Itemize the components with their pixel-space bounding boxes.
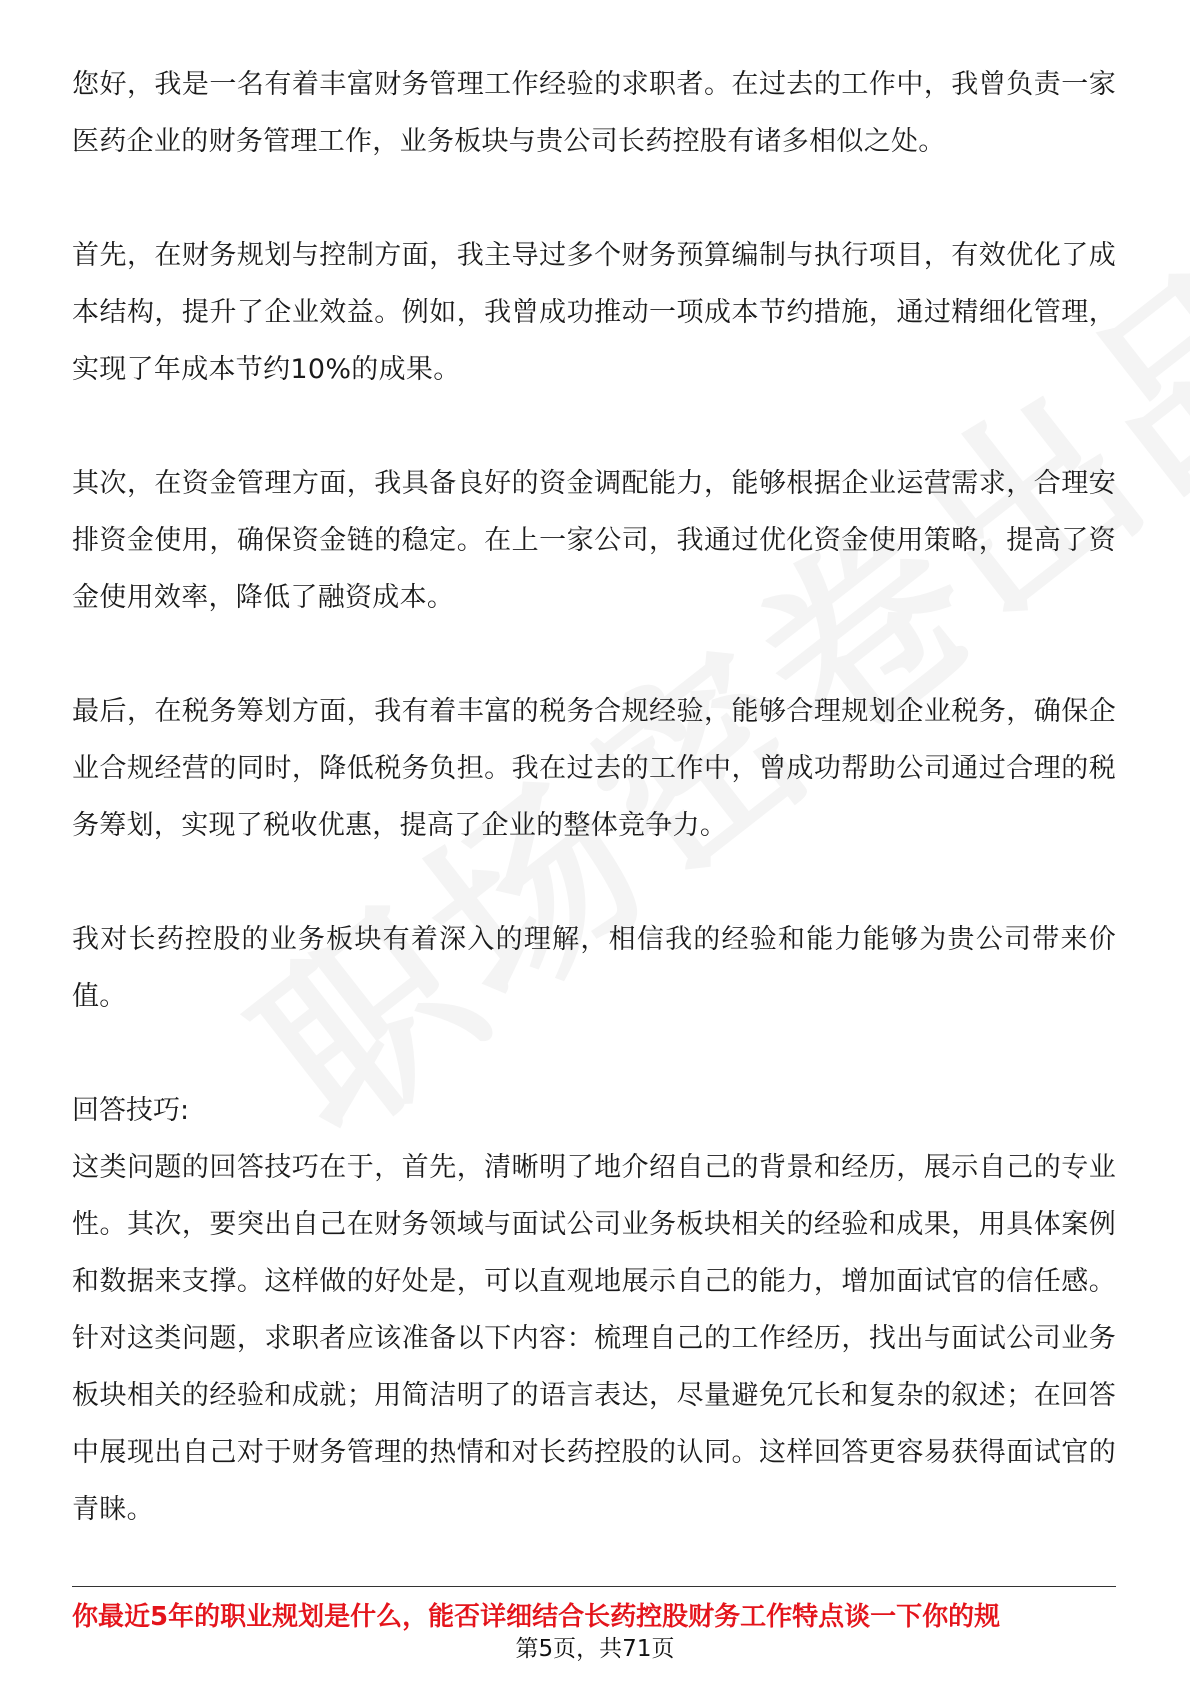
paragraph-intro: 您好，我是一名有着丰富财务管理工作经验的求职者。在过去的工作中，我曾负责一家医药企业的财务管理工作，业务板块与贵公司长药控股有诸多相似之处。 (72, 69, 1116, 157)
paragraph-conclusion: 我对长药控股的业务板块有着深入的理解，相信我的经验和能力能够为贵公司带来价值。 (72, 924, 1116, 1012)
document-body (72, 56, 1116, 1538)
section-divider (72, 1586, 1116, 1587)
paragraph-gap (72, 398, 1116, 455)
next-question-heading: 你最近5年的职业规划是什么，能否详细结合长药控股财务工作特点谈一下你的规 (72, 1602, 1001, 1632)
paragraph-fund-management: 其次，在资金管理方面，我具备良好的资金调配能力，能够根据企业运营需求，合理安排资金使用，确保资金链的稳定。在上一家公司，我通过优化资金使用策略，提高了资金使用效率，降低了融资成本。 (72, 468, 1116, 613)
paragraph-gap (72, 170, 1116, 227)
paragraph-gap (72, 854, 1116, 911)
paragraph-gap (72, 1025, 1116, 1082)
paragraph-gap (72, 626, 1116, 683)
tips-title: 回答技巧: (72, 1095, 190, 1126)
tips-body: 这类问题的回答技巧在于，首先，清晰明了地介绍自己的背景和经历，展示自己的专业性。其次，要突出自己在财务领域与面试公司业务板块相关的经验和成果，用具体案例和数据来支撑。这样做的好处是，可以直观地展示自己的能力，增加面试官的信任感。针对这类问题，求职者应该准备以下内容：梳理自己的工作经历，找出与面试公司业务板块相关的经验和成就；用简洁明了的语言表达，尽量避免冗长和复杂的叙述；在回答中展现出自己对于财务管理的热情和对长药控股的认同。这样回答更容易获得面试官的青睐。 (72, 1152, 1116, 1525)
page-number: 第5页，共71页 (515, 1636, 675, 1662)
paragraph-tax-planning: 最后，在税务筹划方面，我有着丰富的税务合规经验，能够合理规划企业税务，确保企业合规经营的同时，降低税务负担。我在过去的工作中，曾成功帮助公司通过合理的税务筹划，实现了税收优惠，提高了企业的整体竞争力。 (72, 696, 1116, 841)
paragraph-financial-planning: 首先，在财务规划与控制方面，我主导过多个财务预算编制与执行项目，有效优化了成本结构，提升了企业效益。例如，我曾成功推动一项成本节约措施，通过精细化管理，实现了年成本节约10%的成果。 (72, 240, 1116, 385)
